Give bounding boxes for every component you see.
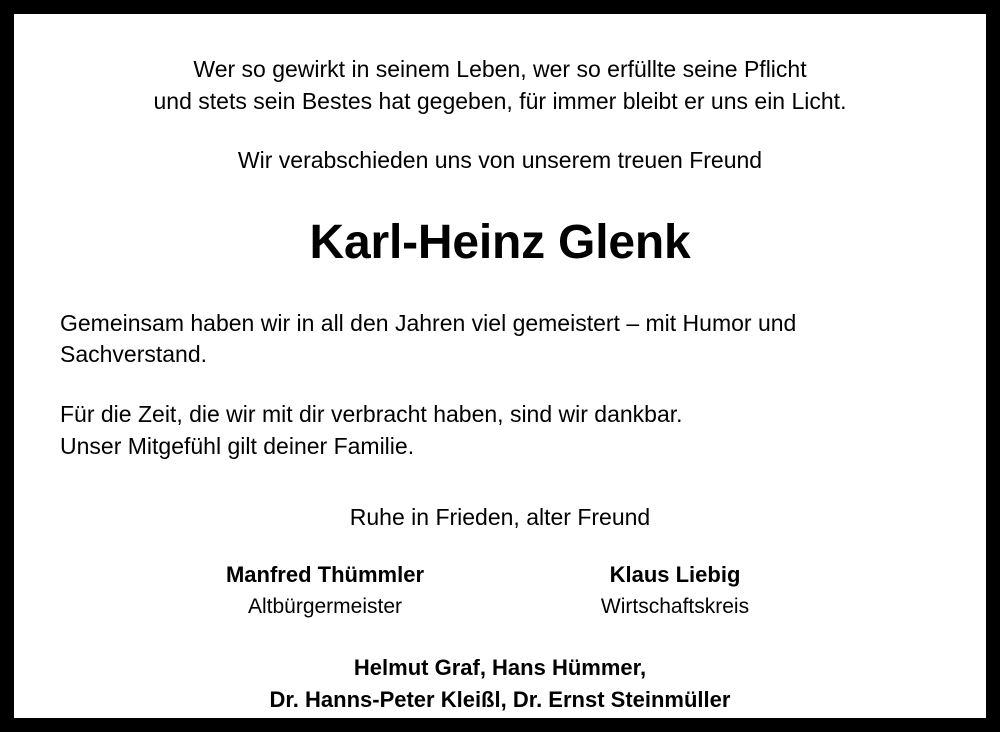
signer-role: Altbürgermeister (247, 595, 403, 619)
signer-name: Klaus Liebig (609, 562, 741, 588)
tribute-paragraph-2-line-1: Für die Zeit, die wir mit dir verbracht haben, sind wir dankbar. (60, 400, 683, 427)
tribute-paragraph-1 (60, 308, 940, 371)
signer-block (560, 561, 790, 622)
additional-signers (60, 652, 940, 714)
signer-name: Manfred Thümmler (225, 562, 425, 588)
tribute-paragraph-1-line-1: Gemeinsam haben wir in all den Jahren viel gemeistert – mit Humor und (60, 309, 797, 336)
rest-in-peace-text: Ruhe in Frieden, alter Freund (349, 504, 651, 531)
additional-signers-line-2: Dr. Hanns-Peter Kleißl, Dr. Ernst Steinmüller (269, 686, 731, 712)
memorial-verse (60, 54, 940, 117)
tribute-paragraph-2-line-2: Unser Mitgefühl gilt deiner Familie. (60, 432, 415, 459)
tribute-paragraph-1-line-2: Sachverstand. (60, 341, 208, 368)
memorial-verse-line-2: und stets sein Bestes hat gegeben, für immer bleibt er uns ein Licht. (153, 87, 847, 114)
obituary-notice (14, 14, 986, 718)
farewell-text: Wir verabschieden uns von unserem treuen Freund (237, 147, 763, 174)
signers-row (60, 561, 940, 622)
tribute-paragraph-2 (60, 399, 940, 462)
signer-role: Wirtschaftskreis (600, 595, 750, 619)
deceased-name: Karl-Heinz Glenk (309, 215, 691, 269)
memorial-verse-line-1: Wer so gewirkt in seinem Leben, wer so erfüllte seine Pflicht (193, 56, 807, 82)
additional-signers-line-1: Helmut Graf, Hans Hümmer, (353, 655, 647, 681)
signer-block (210, 561, 440, 622)
